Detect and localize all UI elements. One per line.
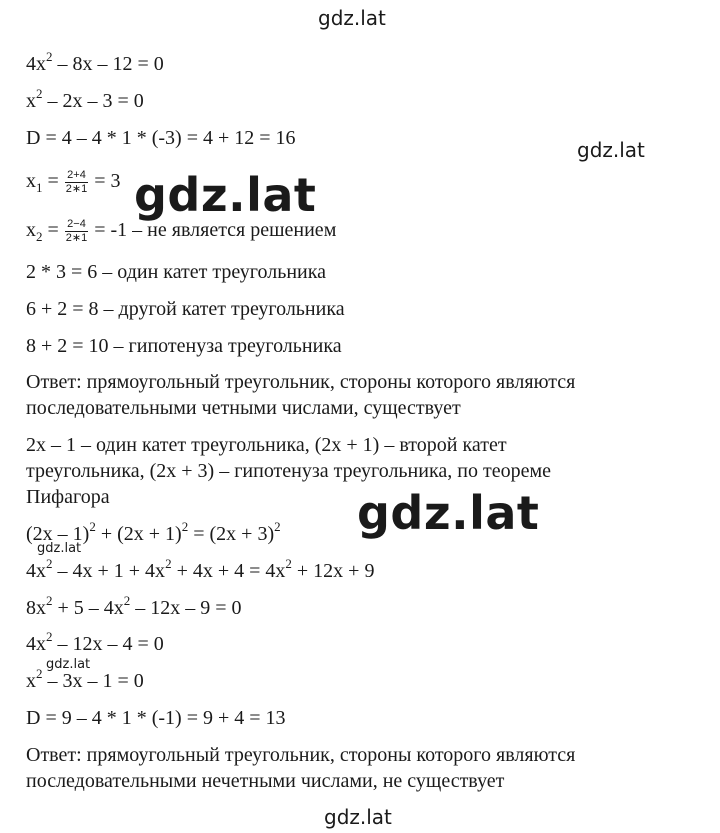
watermark-bottom: gdz.lat <box>324 805 392 829</box>
discriminant-line-2: D = 9 – 4 * 1 * (-1) = 9 + 4 = 13 <box>26 707 286 729</box>
expr: x <box>26 90 36 112</box>
discriminant-line-1: D = 4 – 4 * 1 * (-3) = 4 + 12 = 16 <box>26 127 296 149</box>
exponent: 2 <box>285 556 292 571</box>
text-line-7: 6 + 2 = 8 – другой катет треугольника <box>26 298 345 320</box>
text-line-12: треугольника, (2x + 3) – гипотенуза треугольника, по теореме <box>26 460 551 482</box>
equals: = <box>42 170 64 193</box>
root-x1-line <box>26 169 121 196</box>
expr: 4x <box>26 633 46 655</box>
watermark-right-small: gdz.lat <box>577 138 645 162</box>
answer-line-4: последовательными нечетными числами, не существует <box>26 770 505 792</box>
expr: = 3 <box>89 170 121 193</box>
answer-line-3: Ответ: прямоугольный треугольник, стороны которого являются <box>26 744 576 766</box>
denominator: 2∗1 <box>65 183 88 195</box>
expr: + 12x + 9 <box>291 560 375 582</box>
exponent: 2 <box>46 49 53 64</box>
numerator: 2−4 <box>65 218 88 232</box>
expr: – 12x – 4 = 0 <box>52 633 164 655</box>
subscript: 2 <box>36 229 43 245</box>
equation-line-15 <box>26 556 375 583</box>
expr: – 8x – 12 = 0 <box>52 53 164 75</box>
text-line-13: Пифагора <box>26 486 110 508</box>
fraction <box>65 218 88 245</box>
exponent: 2 <box>36 86 43 101</box>
numerator: 2+4 <box>65 169 88 183</box>
watermark-big-1: gdz.lat <box>134 168 317 222</box>
exponent: 2 <box>46 593 53 608</box>
exponent: 2 <box>181 519 189 534</box>
expr: (2x – 1) <box>26 523 90 545</box>
expr: – 2x – 3 = 0 <box>42 90 144 112</box>
equation-line-16 <box>26 593 242 620</box>
exponent: 2 <box>165 556 172 571</box>
var: x <box>26 170 36 193</box>
expr: + 5 – 4x <box>52 597 124 619</box>
exponent: 2 <box>274 519 281 534</box>
denominator: 2∗1 <box>65 232 88 244</box>
expr: – 3x – 1 = 0 <box>42 670 144 692</box>
exponent: 2 <box>46 629 53 644</box>
expr: + (2x + 1) <box>95 523 182 545</box>
expr: = -1 – не является решением <box>89 219 337 242</box>
watermark-big-2: gdz.lat <box>357 486 540 540</box>
text-line-6: 2 * 3 = 6 – один катет треугольника <box>26 261 327 283</box>
exponent: 2 <box>123 593 131 608</box>
fraction <box>65 169 88 196</box>
expr: 8x <box>26 597 46 619</box>
root-x2-line <box>26 218 336 245</box>
equation-line-1 <box>26 49 164 76</box>
expr: 4x <box>26 560 46 582</box>
expr: 4x <box>26 53 46 75</box>
expr: – 4x + 1 + 4x <box>52 560 166 582</box>
exponent: 2 <box>89 519 96 534</box>
expr: x <box>26 670 36 692</box>
exponent: 2 <box>36 666 43 681</box>
expr: = (2x + 3) <box>188 523 275 545</box>
exponent: 2 <box>46 556 53 571</box>
watermark-top: gdz.lat <box>318 6 386 30</box>
expr: + 4x + 4 = 4x <box>171 560 286 582</box>
answer-line-2: последовательными четными числами, существует <box>26 397 461 419</box>
equation-line-18 <box>26 666 144 693</box>
equals: = <box>42 219 64 242</box>
expr: – 12x – 9 = 0 <box>130 597 242 619</box>
text-line-8: 8 + 2 = 10 – гипотенуза треугольника <box>26 335 342 357</box>
equation-line-2 <box>26 86 144 113</box>
text-line-11: 2x – 1 – один катет треугольника, (2x + 1) – второй катет <box>26 434 507 456</box>
answer-line-1: Ответ: прямоугольный треугольник, стороны которого являются <box>26 371 576 393</box>
var: x <box>26 219 36 242</box>
equation-line-17 <box>26 629 164 656</box>
subscript: 1 <box>36 180 43 196</box>
watermark-tiny-2: gdz.lat <box>46 657 91 672</box>
watermark-tiny-1: gdz.lat <box>37 541 82 556</box>
